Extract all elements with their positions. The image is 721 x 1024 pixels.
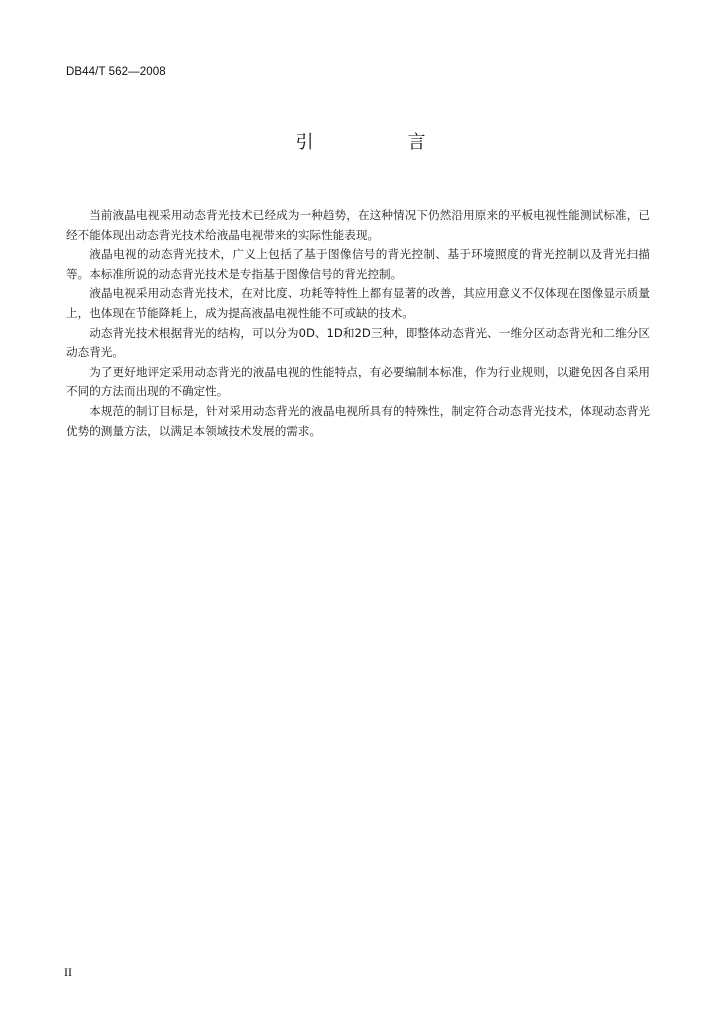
paragraph: 为了更好地评定采用动态背光的液晶电视的性能特点，有必要编制本标准，作为行业规则，以避免因各自采用不同的方法而出现的不确定性。 <box>66 364 650 399</box>
page-title: 引 言 <box>295 132 464 153</box>
paragraph: 动态背光技术根据背光的结构，可以分为0D、1D和2D三种，即整体动态背光、一维分区动态背光和二维分区动态背光。 <box>66 325 650 360</box>
paragraph: 液晶电视的动态背光技术，广义上包括了基于图像信号的背光控制、基于环境照度的背光控制以及背光扫描等。本标准所说的动态背光技术是专指基于图像信号的背光控制。 <box>66 247 650 281</box>
paragraph: 液晶电视采用动态背光技术，在对比度、功耗等特性上都有显著的改善，其应用意义不仅体现在图像显示质量上，也体现在节能降耗上，成为提高液晶电视性能不可或缺的技术。 <box>66 286 650 320</box>
introduction-body <box>66 206 650 441</box>
page-number: II <box>64 965 72 979</box>
paragraph: 本规范的制订目标是，针对采用动态背光的液晶电视所具有的特殊性，制定符合动态背光技术，体现动态背光优势的测量方法，以满足本领域技术发展的需求。 <box>66 403 650 438</box>
paragraph: 当前液晶电视采用动态背光技术已经成为一种趋势，在这种情况下仍然沿用原来的平板电视性能测试标准，已经不能体现出动态背光技术给液晶电视带来的实际性能表现。 <box>66 208 650 242</box>
document-code: DB44/T 562—2008 <box>66 66 166 78</box>
